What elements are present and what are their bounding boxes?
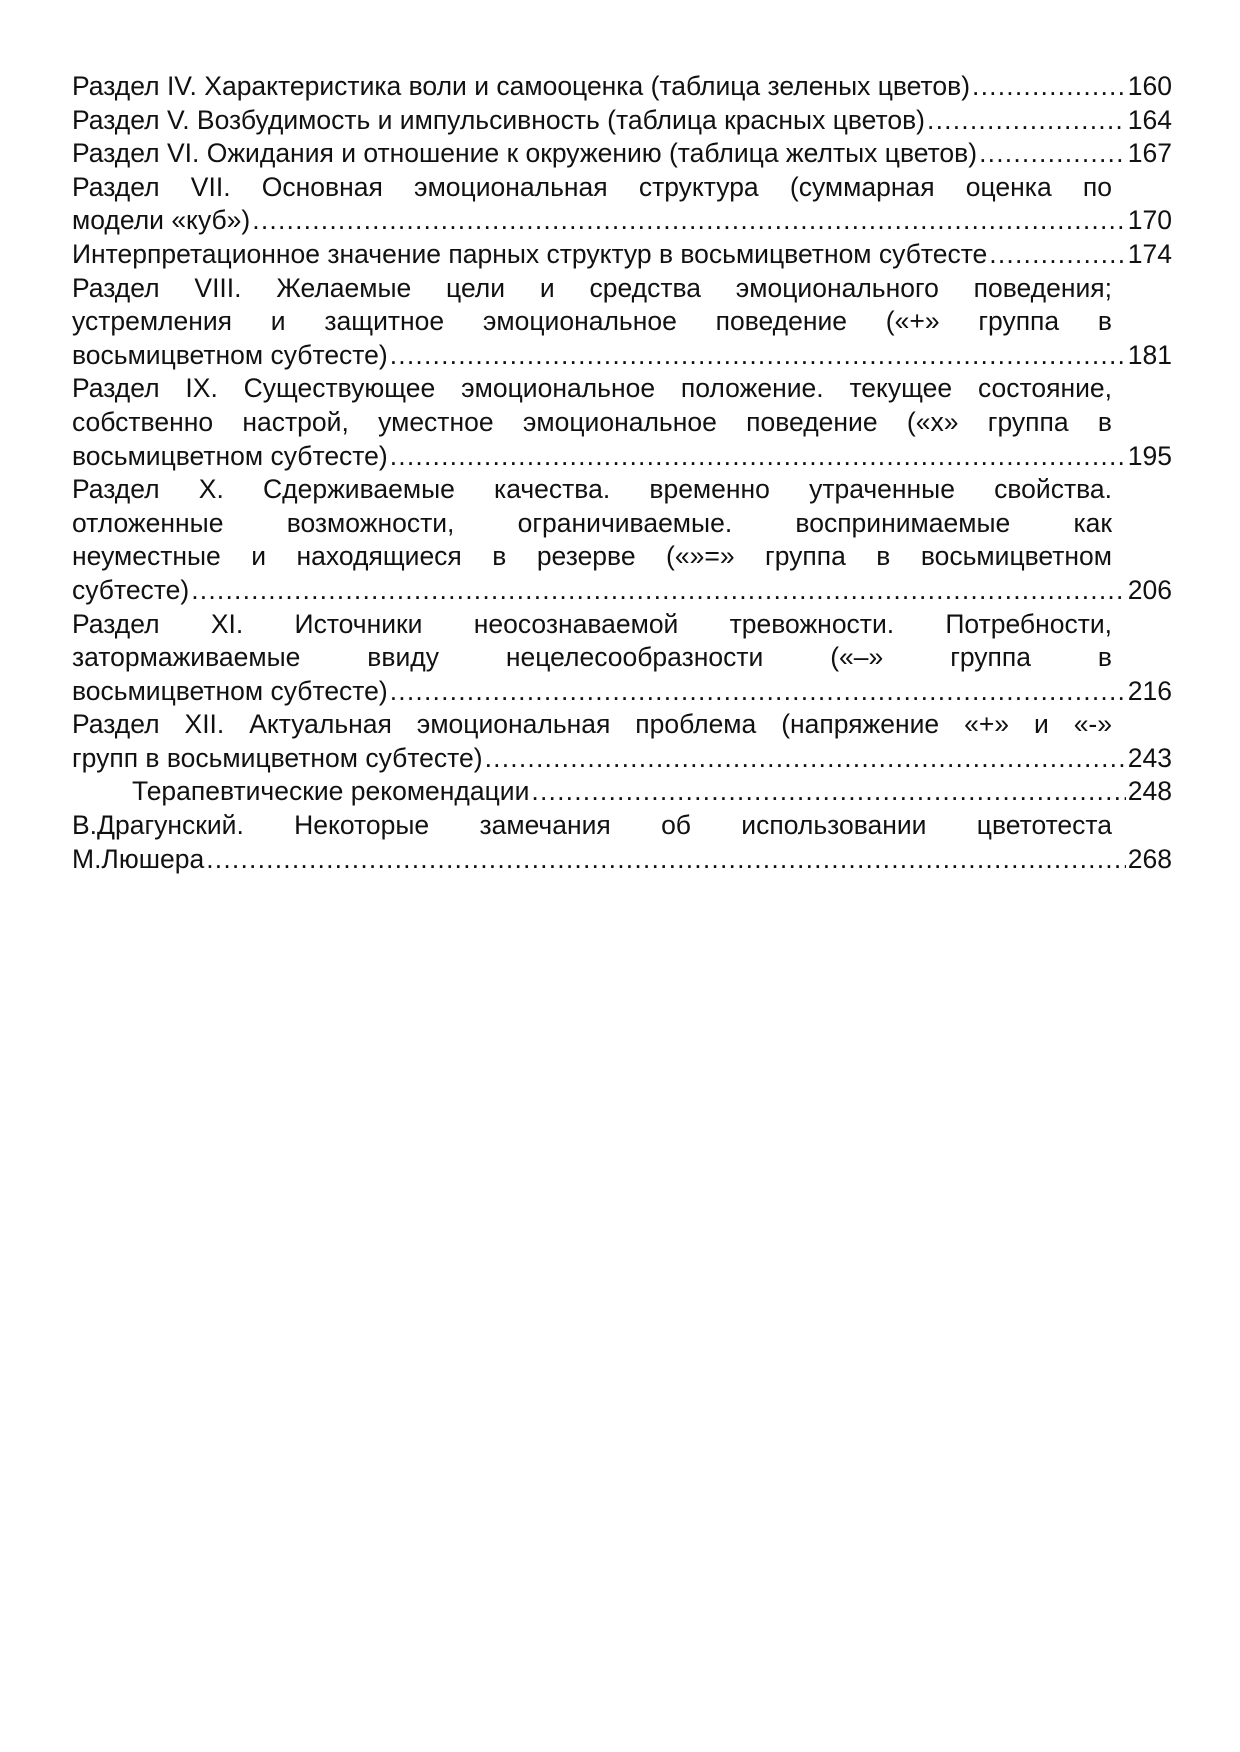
dot-leader	[390, 675, 1126, 709]
toc-entry-title-line: Раздел VII. Основная эмоциональная структура (суммарная оценка по	[72, 171, 1112, 202]
dot-leader	[390, 440, 1126, 474]
toc-entry-title-end: восьмицветном субтесте)	[72, 675, 390, 709]
dot-leader	[206, 843, 1126, 877]
toc-entry-page-number: 167	[1127, 138, 1172, 169]
toc-entry[interactable]	[72, 70, 1172, 104]
dot-leader	[927, 104, 1126, 138]
toc-entry-leader-line	[72, 104, 1172, 138]
dot-leader	[390, 339, 1126, 373]
dot-leader	[252, 204, 1126, 238]
toc-entry[interactable]	[72, 608, 1172, 709]
toc-entry-title-line: отложенные возможности, ограничиваемые. воспринимаемые как	[72, 507, 1112, 538]
toc-entry-leader-line	[72, 204, 1172, 238]
toc-entry-page-number: 248	[1127, 776, 1172, 807]
toc-entry-title-line: Раздел XII. Актуальная эмоциональная проблема (напряжение «+» и «-»	[72, 709, 1112, 740]
toc-entry[interactable]	[72, 372, 1172, 473]
dot-leader	[972, 70, 1126, 104]
toc-entry-page-number: 206	[1127, 574, 1172, 605]
toc-entry-title-end: Интерпретационное значение парных структур в восьмицветном субтесте	[72, 238, 989, 272]
toc-entry[interactable]	[72, 137, 1172, 171]
toc-entry[interactable]	[72, 272, 1172, 373]
toc-entry[interactable]	[72, 473, 1172, 607]
toc-entry-title-line: Раздел X. Сдерживаемые качества. временно утраченные свойства.	[72, 474, 1112, 505]
toc-entry-leader-line	[72, 440, 1172, 474]
toc-entry[interactable]	[72, 708, 1172, 775]
toc-entry-title-line: затормаживаемые ввиду нецелесообразности («–» группа в	[72, 642, 1112, 673]
toc-entry-leader-line	[72, 843, 1172, 877]
toc-entry-title-end: субтесте)	[72, 574, 191, 608]
toc-entry-page-number: 216	[1127, 675, 1172, 706]
toc-entry-page-number: 170	[1127, 205, 1172, 236]
toc-entry-title-end: Раздел V. Возбудимость и импульсивность (таблица красных цветов)	[72, 104, 927, 138]
toc-entry-title-end: восьмицветном субтесте)	[72, 440, 390, 474]
dot-leader	[485, 742, 1126, 776]
toc-entry-title-end: восьмицветном субтесте)	[72, 339, 390, 373]
toc-entry-leader-line	[72, 574, 1172, 608]
toc-entry-title-end: Раздел IV. Характеристика воли и самооценка (таблица зеленых цветов)	[72, 70, 972, 104]
toc-entry-leader-line	[72, 70, 1172, 104]
toc-entry-page-number: 268	[1127, 843, 1172, 874]
toc-entry[interactable]	[72, 238, 1172, 272]
toc-entry-leader-line	[72, 742, 1172, 776]
toc-entry-title-line: Раздел VIII. Желаемые цели и средства эмоционального поведения;	[72, 272, 1112, 303]
toc-entry-title-line: устремления и защитное эмоциональное поведение («+» группа в	[72, 306, 1112, 337]
toc-entry[interactable]	[72, 171, 1172, 238]
toc-entry-leader-line	[72, 339, 1172, 373]
toc-entry-title-end: групп в восьмицветном субтесте)	[72, 742, 485, 776]
toc-entry-title-line: Раздел XI. Источники неосознаваемой тревожности. Потребности,	[72, 608, 1112, 639]
toc-entry-page-number: 164	[1127, 104, 1172, 135]
toc-entry-leader-line	[72, 775, 1172, 809]
toc-entry-leader-line	[72, 238, 1172, 272]
toc-entry-title-end: Раздел VI. Ожидания и отношение к окружению (таблица желтых цветов)	[72, 137, 979, 171]
dot-leader	[979, 137, 1126, 171]
toc-entry-title-line: В.Драгунский. Некоторые замечания об использовании цветотеста	[72, 810, 1112, 841]
dot-leader	[191, 574, 1126, 608]
toc-entry-leader-line	[72, 137, 1172, 171]
toc-entry[interactable]	[72, 104, 1172, 138]
toc-entry-title-end: модели «куб»)	[72, 204, 252, 238]
toc-entry-title-line: собственно настрой, уместное эмоциональное поведение («х» группа в	[72, 406, 1112, 437]
toc-entry-title-line: Раздел IX. Существующее эмоциональное положение. текущее состояние,	[72, 373, 1112, 404]
toc-entry-page-number: 160	[1127, 71, 1172, 101]
toc-entry-page-number: 181	[1127, 339, 1172, 370]
toc-entry-leader-line	[72, 675, 1172, 709]
toc-entry[interactable]	[72, 809, 1172, 876]
toc-entry-title-end: Терапевтические рекомендации	[132, 775, 531, 809]
dot-leader	[531, 775, 1125, 809]
toc-entry-page-number: 174	[1127, 238, 1172, 269]
toc-entry-page-number: 195	[1127, 440, 1172, 471]
toc-entry-title-end: М.Люшера	[72, 843, 206, 877]
dot-leader	[989, 238, 1126, 272]
toc-entry-page-number: 243	[1127, 742, 1172, 773]
table-of-contents	[72, 70, 1172, 876]
toc-entry[interactable]	[72, 775, 1172, 809]
toc-entry-title-line: неуместные и находящиеся в резерве («»=» группа в восьмицветном	[72, 541, 1112, 572]
